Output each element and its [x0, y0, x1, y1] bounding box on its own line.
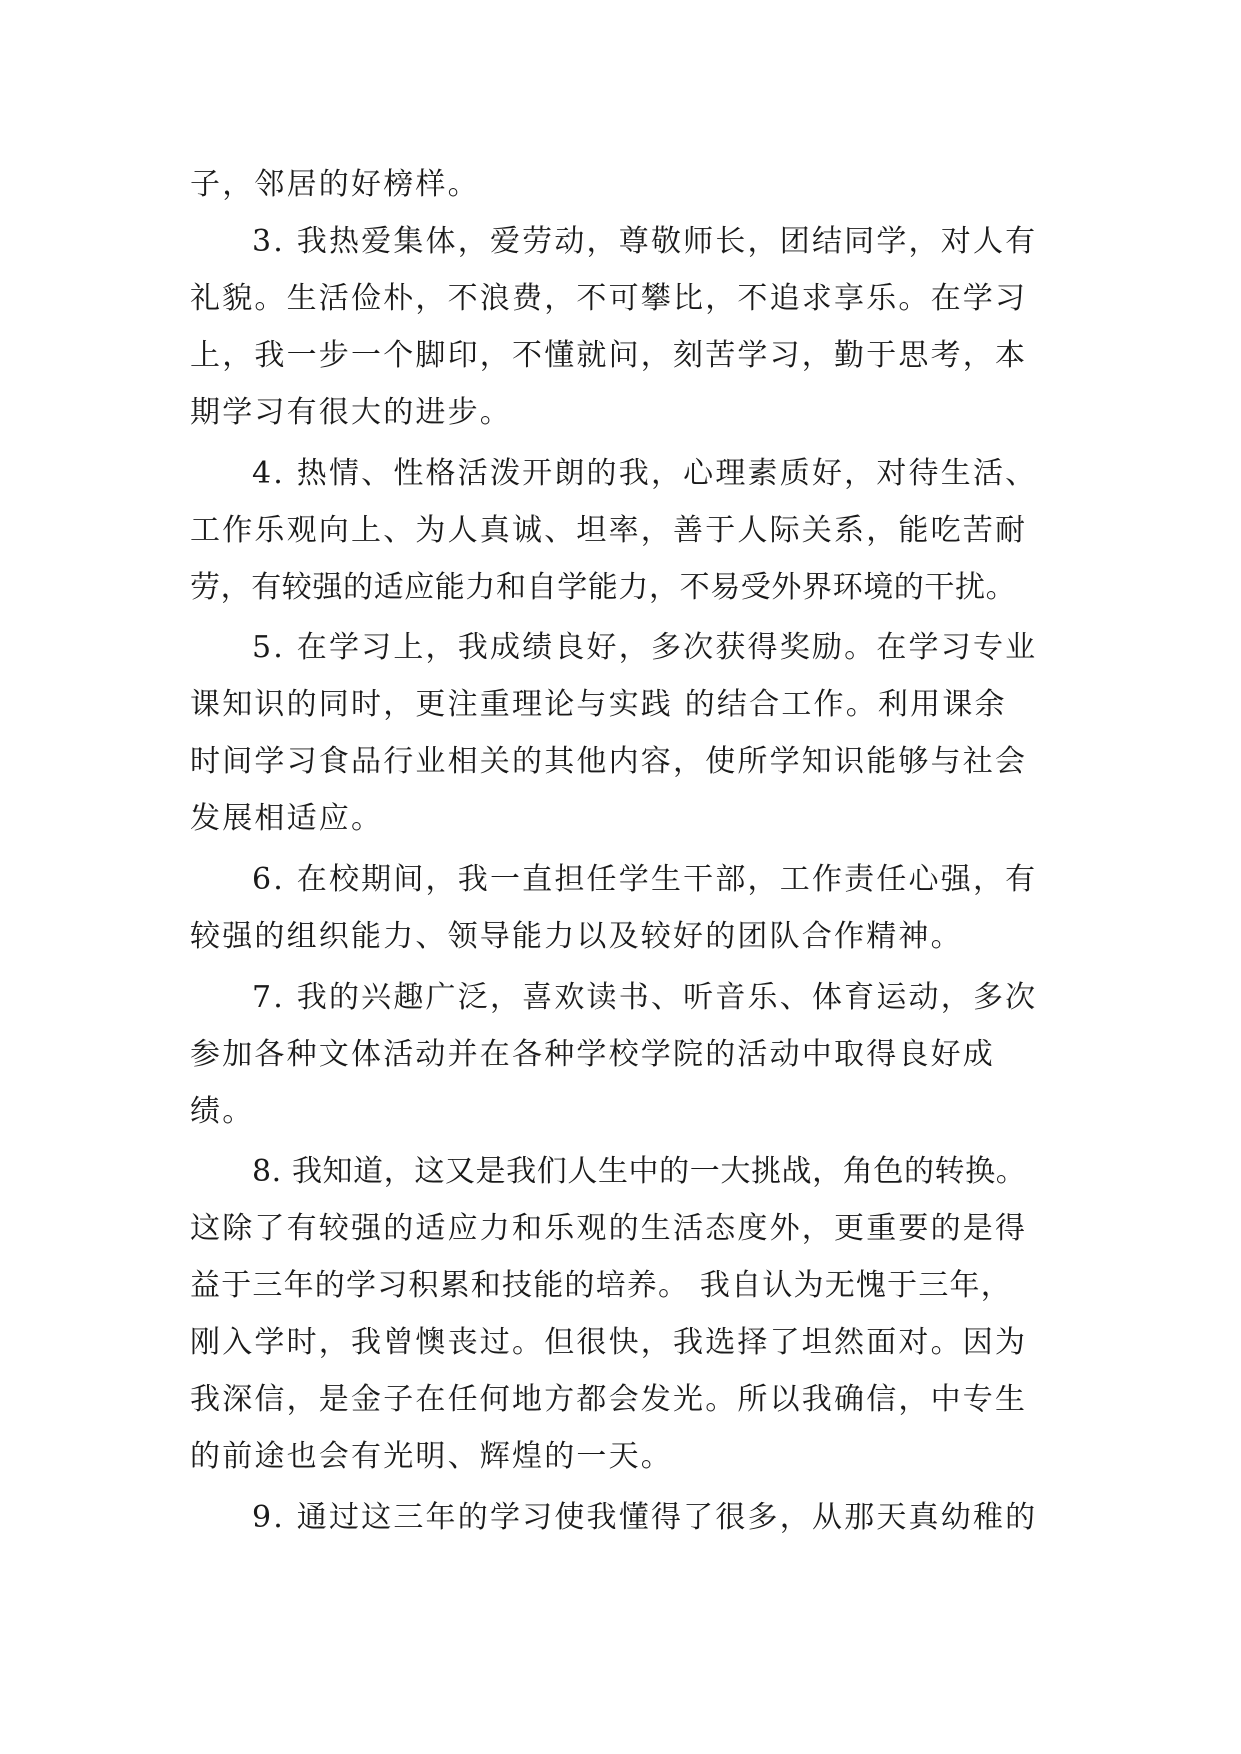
text-line-1: 子，邻居的好榜样。 — [190, 167, 480, 202]
paragraph-3-line-3: 上，我一步一个脚印，不懂就问，刻苦学习，勤于思考，本 — [190, 338, 1028, 373]
paragraph-3-line-1: 3. 我热爱集体，爱劳动，尊敬师长，团结同学，对人有 — [252, 224, 1038, 259]
paragraph-4-line-1: 4. 热情、性格活泼开朗的我，心理素质好，对待生活、 — [252, 456, 1038, 491]
paragraph-8-line-3: 益于三年的学习积累和技能的培养。 我自认为无愧于三年， — [190, 1268, 1012, 1303]
paragraph-5-line-1: 5. 在学习上，我成绩良好，多次获得奖励。在学习专业 — [252, 630, 1038, 665]
paragraph-8-line-5: 我深信，是金子在任何地方都会发光。所以我确信，中专生 — [190, 1382, 1028, 1417]
paragraph-5-line-2: 课知识的同时，更注重理论与实践 的结合工作。利用课余 — [190, 687, 1007, 722]
paragraph-7-line-3: 绩。 — [190, 1094, 255, 1129]
paragraph-6-line-2: 较强的组织能力、领导能力以及较好的团队合作精神。 — [190, 919, 963, 954]
paragraph-4-line-3: 劳，有较强的适应能力和自学能力，不易受外界环境的干扰。 — [190, 570, 1017, 605]
paragraph-4-line-2: 工作乐观向上、为人真诚、坦率，善于人际关系，能吃苦耐 — [190, 513, 1028, 548]
paragraph-5-line-4: 发展相适应。 — [190, 801, 384, 836]
paragraph-8-line-6: 的前途也会有光明、辉煌的一天。 — [190, 1439, 673, 1474]
paragraph-3-line-2: 礼貌。生活俭朴，不浪费，不可攀比，不追求享乐。在学习 — [190, 281, 1028, 316]
paragraph-5-line-3: 时间学习食品行业相关的其他内容，使所学知识能够与社会 — [190, 744, 1028, 779]
paragraph-3-line-4: 期学习有很大的进步。 — [190, 395, 512, 430]
paragraph-8-line-2: 这除了有较强的适应力和乐观的生活态度外，更重要的是得 — [190, 1211, 1028, 1246]
paragraph-9-line-1: 9. 通过这三年的学习使我懂得了很多，从那天真幼稚的 — [252, 1500, 1038, 1535]
paragraph-6-line-1: 6. 在校期间，我一直担任学生干部，工作责任心强，有 — [252, 862, 1038, 897]
paragraph-8-line-1: 8. 我知道，这又是我们人生中的一大挑战，角色的转换。 — [252, 1154, 1027, 1189]
paragraph-8-line-4: 刚入学时，我曾懊丧过。但很快，我选择了坦然面对。因为 — [190, 1325, 1028, 1360]
paragraph-7-line-1: 7. 我的兴趣广泛，喜欢读书、听音乐、体育运动，多次 — [252, 980, 1038, 1015]
paragraph-7-line-2: 参加各种文体活动并在各种学校学院的活动中取得良好成 — [190, 1037, 995, 1072]
